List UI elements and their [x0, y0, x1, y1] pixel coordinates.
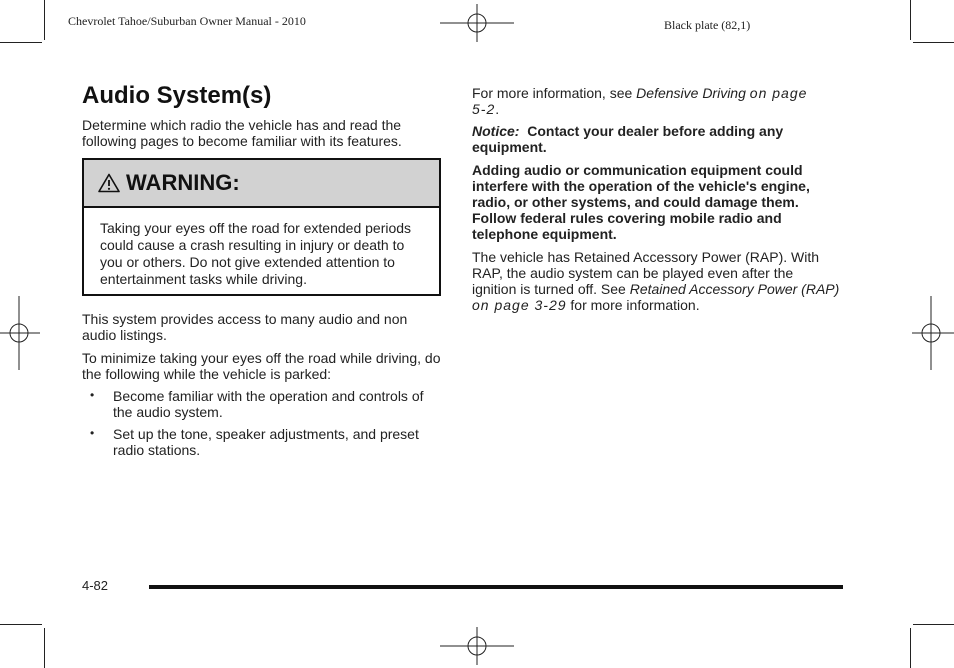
page-reference[interactable]: on page 5-2	[472, 85, 808, 117]
crop-mark	[44, 0, 45, 40]
crop-mark	[910, 628, 911, 668]
crop-mark	[913, 42, 954, 43]
paragraph-system-access: This system provides access to many audio and non audio listings.	[82, 311, 408, 343]
rap-suffix: for more information.	[566, 297, 700, 313]
paragraph-minimize: To minimize taking your eyes off the road while driving, do the following while the vehicle is parked:	[82, 350, 441, 382]
crop-mark	[913, 624, 954, 625]
defensive-driving-link[interactable]: Defensive Driving	[636, 85, 746, 101]
notice-paragraph	[472, 123, 812, 155]
plate-label: Black plate (82,1)	[664, 18, 751, 32]
warning-triangle-icon	[98, 173, 120, 193]
crop-mark	[0, 42, 42, 43]
registration-mark-right	[912, 296, 954, 370]
bullet-marker: •	[90, 388, 95, 402]
crop-mark	[0, 624, 42, 625]
rap-page-reference[interactable]: on page 3-29	[472, 297, 567, 313]
page-number: 4-82	[82, 578, 109, 593]
intro-paragraph: Determine which radio the vehicle has and read the following pages to become familiar with its features.	[82, 117, 402, 149]
crop-mark	[44, 628, 45, 668]
list-item: Set up the tone, speaker adjustments, and preset radio stations.	[113, 426, 419, 458]
rap-text: The vehicle has Retained Accessory Power (RAP). With RAP, the audio system can be played even after the ignition is turned off. See	[472, 249, 820, 297]
rap-paragraph	[472, 249, 840, 313]
more-info-prefix: For more information, see	[472, 85, 637, 101]
manual-title: Chevrolet Tahoe/Suburban Owner Manual - 2010	[68, 14, 306, 28]
warning-box	[82, 158, 441, 296]
bullet-marker: •	[90, 426, 95, 440]
more-info-paragraph: For more information, see Defensive Driving on page 5-2.	[472, 85, 808, 117]
adding-equipment-warning: Adding audio or communication equipment could interfere with the operation of the vehicle's engine, radio, or other systems, and could damage them. Follow federal rules covering mobile radio and telephone equipment.	[472, 162, 810, 242]
section-title: Audio System(s)	[82, 82, 272, 109]
warning-header	[84, 160, 439, 208]
notice-text: Contact your dealer before adding any equipment.	[472, 123, 784, 155]
rap-link[interactable]: Retained Accessory Power (RAP)	[629, 281, 840, 297]
list-item: Become familiar with the operation and controls of the audio system.	[113, 388, 424, 420]
registration-mark-top	[440, 4, 514, 42]
warning-body: Taking your eyes off the road for extended periods could cause a crash resulting in injury or death to you or others. Do not give extended attention to entertainment tasks while driving.	[100, 220, 412, 287]
footer-rule	[149, 585, 843, 589]
registration-mark-left	[0, 296, 40, 370]
warning-heading: WARNING:	[126, 170, 240, 195]
notice-label: Notice:	[472, 123, 520, 139]
registration-mark-bottom	[440, 627, 514, 665]
crop-mark	[910, 0, 911, 40]
